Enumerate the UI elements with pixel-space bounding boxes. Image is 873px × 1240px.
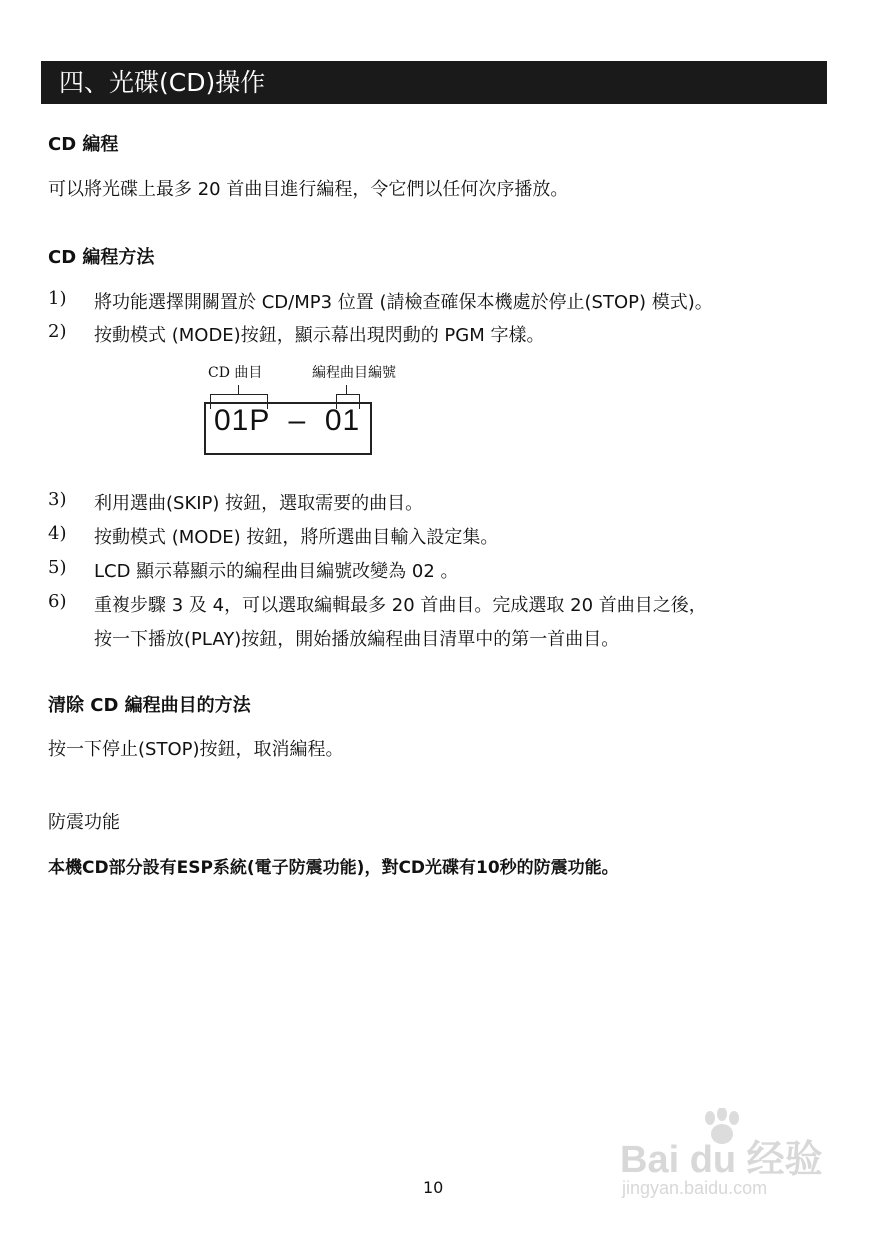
program-bracket-stem — [346, 385, 347, 394]
step-number: 3) — [48, 489, 67, 510]
step-text: 重複步驟 3 及 4，可以選取編輯最多 20 首曲目。完成選取 20 首曲目之後， — [94, 595, 707, 616]
antishock-description: 本機CD部分設有ESP系統(電子防震功能)，對CD光碟有10秒的防震功能。 — [48, 858, 619, 878]
page-number: 10 — [423, 1178, 444, 1197]
section-title: 四、光碟(CD)操作 — [59, 68, 266, 97]
watermark-logo-text: Bai du 经验 — [620, 1139, 823, 1181]
step-text: LCD 顯示幕顯示的編程曲目編號改變為 02 。 — [94, 561, 459, 582]
track-label: CD 曲目 — [208, 365, 263, 381]
clear-program-heading: 清除 CD 編程曲目的方法 — [48, 695, 251, 716]
program-method-heading: CD 編程方法 — [48, 247, 155, 268]
clear-program-description: 按一下停止(STOP)按鈕，取消編程。 — [48, 739, 344, 760]
step-text: 按動模式 (MODE) 按鈕，將所選曲目輸入設定集。 — [94, 527, 499, 548]
lcd-display-text: 01P – 01 — [214, 404, 361, 437]
lcd-diagram — [200, 360, 420, 460]
step-number: 1) — [48, 288, 67, 309]
step-number: 4) — [48, 523, 67, 544]
watermark — [616, 1108, 821, 1203]
step-text-continued: 按一下播放(PLAY)按鈕，開始播放編程曲目清單中的第一首曲目。 — [94, 629, 620, 650]
antishock-heading: 防震功能 — [48, 812, 120, 833]
step-number: 2) — [48, 321, 67, 342]
step-text: 利用選曲(SKIP) 按鈕，選取需要的曲目。 — [94, 493, 424, 514]
cd-program-description: 可以將光碟上最多 20 首曲目進行編程，令它們以任何次序播放。 — [48, 179, 569, 200]
section-title-bar — [41, 61, 827, 104]
cd-program-heading: CD 編程 — [48, 134, 119, 155]
watermark-url: jingyan.baidu.com — [622, 1178, 768, 1198]
step-text: 將功能選擇開關置於 CD/MP3 位置 (請檢查確保本機處於停止(STOP) 模式)。 — [94, 292, 713, 313]
step-number: 6) — [48, 591, 67, 612]
step-text: 按動模式 (MODE)按鈕，顯示幕出現閃動的 PGM 字樣。 — [94, 325, 545, 346]
step-number: 5) — [48, 557, 67, 578]
track-bracket-stem — [238, 385, 239, 394]
program-number-label: 編程曲目編號 — [312, 365, 396, 381]
